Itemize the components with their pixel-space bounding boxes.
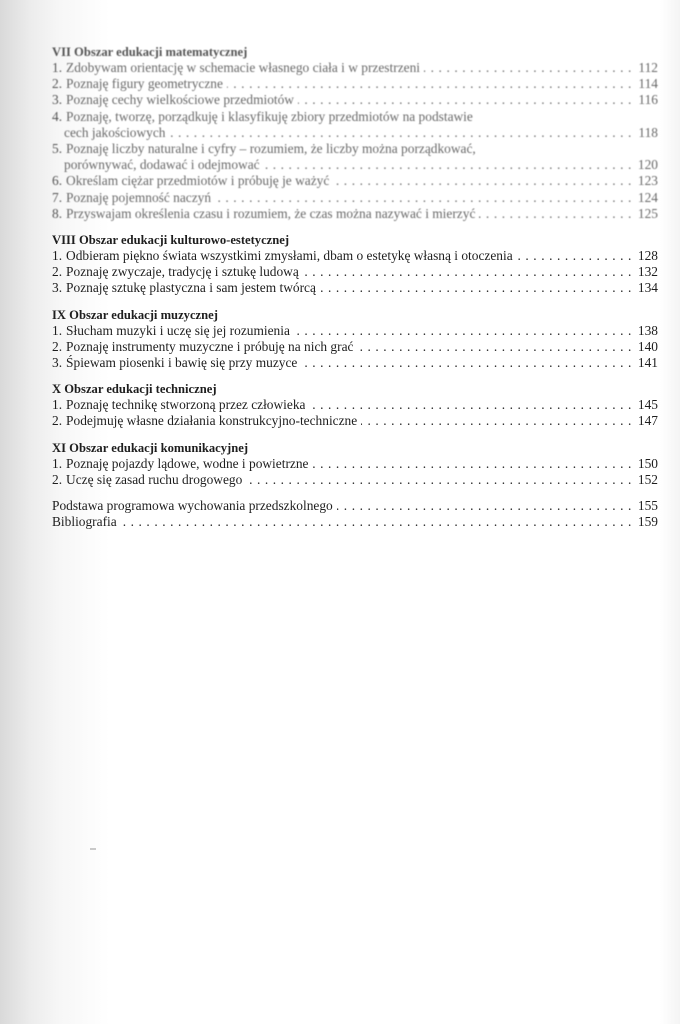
entry-page-number: 159: [637, 514, 658, 530]
toc-entry: [52, 339, 658, 355]
leader-dots: [517, 250, 632, 264]
entry-number: 7.: [52, 189, 63, 205]
leader-dots: [312, 458, 632, 472]
entry-label: Odbieram piękno świata wszystkimi zmysłami, dbam o estetykę własną i otoczenia: [66, 248, 513, 264]
entry-number: 1.: [52, 322, 63, 338]
toc-entry: [52, 397, 658, 413]
entry-page-number: 114: [638, 76, 658, 92]
entry-label: Poznaję pojemność naczyń: [66, 189, 212, 205]
entry-label: Podstawa programowa wychowania przedszkolnego: [52, 498, 333, 514]
section-title-viii: VIII Obszar edukacji kulturowo-estetycznej: [52, 233, 290, 248]
entry-number: 3.: [52, 355, 63, 371]
entry-label: Bibliografia: [52, 514, 117, 530]
toc-entry: [52, 109, 658, 141]
entry-page-number: 134: [637, 280, 658, 296]
entry-page-number: 128: [637, 248, 658, 264]
leader-dots: [357, 341, 632, 355]
entry-number: 8.: [52, 205, 63, 221]
entry-number: 3.: [52, 280, 63, 296]
section-title-x: X Obszar edukacji technicznej: [52, 382, 217, 397]
entry-label: Słucham muzyki i uczę się jej rozumienia: [66, 322, 290, 338]
leader-dots: [303, 266, 632, 280]
entry-number: 6.: [52, 173, 63, 189]
entry-label: Poznaję technikę stworzoną przez człowieka: [66, 397, 306, 413]
entry-label: Podejmuję własne działania konstrukcyjno-techniczne: [66, 413, 358, 429]
toc-entry: [52, 206, 658, 222]
entry-number: 2.: [52, 264, 63, 280]
leader-dots: [121, 516, 632, 530]
leader-dots: [215, 192, 632, 206]
entry-number: 2.: [52, 413, 63, 429]
entry-label: Poznaję instrumenty muzyczne i próbuję na nich grać: [66, 338, 354, 354]
toc-entry: [52, 141, 658, 173]
toc-entry: [52, 413, 658, 429]
toc-tail: [52, 498, 658, 530]
entry-page-number: 155: [637, 498, 658, 514]
toc-entry: [52, 92, 658, 108]
leader-dots: [309, 399, 632, 413]
entry-label: Uczę się zasad ruchu drogowego: [66, 471, 243, 487]
entry-page-number: 123: [637, 173, 658, 189]
entry-label-continued: cech jakościowych: [64, 124, 166, 140]
entry-label: Poznaję pojazdy lądowe, wodne i powietrzne: [66, 455, 309, 471]
leader-dots: [246, 474, 632, 488]
entry-number: 1.: [52, 397, 63, 413]
entry-page-number: 152: [637, 471, 658, 487]
toc-entry: [52, 190, 658, 206]
section-title-xi: XI Obszar edukacji komunikacyjnej: [52, 440, 249, 455]
toc-entry: [52, 472, 658, 488]
entry-number: 2.: [52, 471, 63, 487]
section-ix: [52, 307, 658, 372]
entry-page-number: 140: [637, 338, 658, 354]
entry-label: Przyswajam określenia czasu i rozumiem, że czas można nazywać i mierzyć: [66, 205, 476, 221]
entry-label: Zdobywam orientację w schemacie własnego ciała i w przestrzeni: [66, 60, 421, 75]
entry-number: 3.: [52, 92, 63, 108]
section-viii: [52, 232, 658, 297]
entry-label: Poznaję figury geometryczne: [66, 76, 223, 92]
table-of-contents: [52, 44, 658, 530]
entry-page-number: 141: [637, 355, 658, 371]
leader-dots: [361, 416, 632, 430]
section-title-vii: VII Obszar edukacji matematycznej: [52, 45, 248, 59]
toc-entry: [52, 76, 658, 92]
leader-dots: [264, 159, 632, 173]
entry-page-number: 125: [637, 205, 658, 221]
entry-page-number: 147: [637, 413, 658, 429]
leader-dots: [227, 78, 632, 92]
entry-label: Poznaję sztukę plastyczna i sam jestem twórcą: [66, 280, 316, 296]
toc-entry: [52, 323, 658, 339]
entry-page-number: 138: [637, 322, 658, 338]
leader-dots: [298, 95, 632, 109]
toc-entry: [52, 173, 658, 189]
leader-dots: [320, 283, 632, 297]
entry-number: 1.: [52, 60, 63, 75]
leader-dots: [333, 176, 632, 190]
leader-dots: [301, 357, 632, 371]
toc-entry: [52, 60, 658, 76]
toc-entry: [52, 498, 658, 514]
entry-label: Śpiewam piosenki i bawię się przy muzyce: [66, 355, 298, 371]
scan-speck: [90, 848, 96, 850]
entry-page-number: 124: [637, 189, 658, 205]
entry-label: Określam ciężar przedmiotów i próbuję je ważyć: [66, 173, 330, 189]
entry-page-number: 145: [637, 397, 658, 413]
toc-entry: [52, 248, 658, 264]
entry-number: 2.: [52, 338, 63, 354]
section-x: [52, 381, 658, 429]
toc-entry: [52, 514, 658, 530]
entry-label-continued: porównywać, dodawać i odejmować: [64, 157, 260, 173]
entry-label: Poznaję liczby naturalne i cyfry – rozumiem, że liczby można porządkować,: [66, 141, 476, 157]
entry-page-number: 116: [638, 92, 658, 108]
entry-label: Poznaję zwyczaje, tradycję i sztukę ludową: [66, 264, 299, 280]
entry-label: Poznaję cechy wielkościowe przedmiotów: [66, 92, 294, 108]
toc-entry: [52, 280, 658, 296]
section-vii: [52, 44, 658, 222]
entry-label: Poznaję, tworzę, porządkuję i klasyfikuję zbiory przedmiotów na podstawie: [66, 108, 473, 124]
entry-number: 2.: [52, 76, 63, 92]
toc-entry: [52, 264, 658, 280]
toc-entry: [52, 355, 658, 371]
leader-dots: [170, 127, 632, 141]
toc-entry: [52, 456, 658, 472]
leader-dots: [424, 62, 632, 76]
entry-page-number: 120: [637, 157, 658, 173]
entry-page-number: 118: [638, 124, 658, 140]
entry-number: 1.: [52, 248, 63, 264]
entry-number: 1.: [52, 455, 63, 471]
entry-page-number: 112: [638, 60, 658, 75]
leader-dots: [294, 325, 632, 339]
leader-dots: [479, 208, 632, 222]
section-title-ix: IX Obszar edukacji muzycznej: [52, 307, 218, 322]
entry-page-number: 132: [637, 264, 658, 280]
section-xi: [52, 440, 658, 488]
entry-number: 4.: [52, 108, 63, 124]
entry-page-number: 150: [637, 455, 658, 471]
leader-dots: [337, 500, 632, 514]
entry-number: 5.: [52, 141, 63, 157]
